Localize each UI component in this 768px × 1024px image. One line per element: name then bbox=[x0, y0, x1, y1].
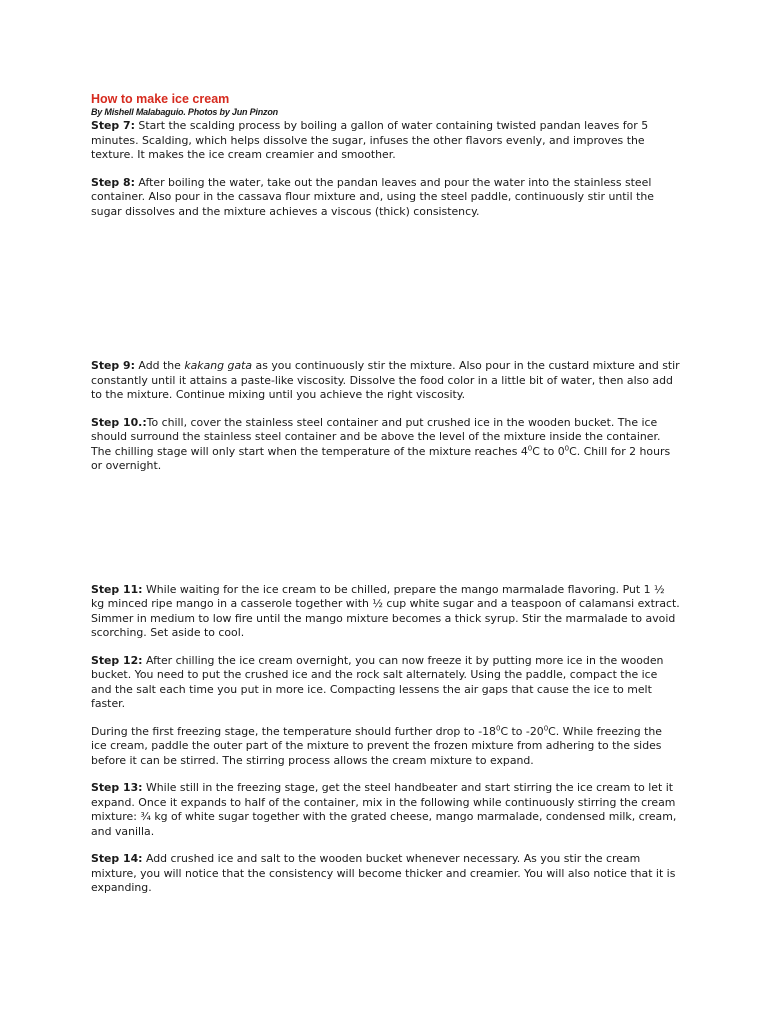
photo-gap bbox=[91, 474, 681, 583]
step-11-text: While waiting for the ice cream to be chilled, prepare the mango marmalade flavoring. Put 1 ½ kg minced ripe mango in a casserole together with ½ cup white sugar and a teaspoon of calamansi extract. Simmer in medium to low fire until the mango mixture becomes a thick syrup. Stir the marmalade to avoid scorching. Set aside to cool. bbox=[91, 582, 680, 639]
step-7-paragraph bbox=[91, 119, 681, 163]
step-12-paragraph bbox=[91, 654, 681, 712]
step-12-label: Step 12: bbox=[91, 653, 143, 667]
freezing-text-c: C. While freezing the ice cream, paddle the outer part of the mixture to prevent the frozen mixture from adhering to the sides before it can be stirred. The stirring process allows the cream mixture to expand. bbox=[91, 724, 662, 767]
step-8-paragraph bbox=[91, 176, 681, 220]
step-8-text: After boiling the water, take out the pandan leaves and pour the water into the stainless steel container. Also pour in the cassava flour mixture and, using the steel paddle, continuously stir until the sugar dissolves and the mixture achieves a viscous (thick) consistency. bbox=[91, 175, 654, 218]
step-10-text-b: C to 0 bbox=[532, 444, 565, 458]
page-title: How to make ice cream bbox=[91, 92, 230, 106]
step-10-label: Step 10.: bbox=[91, 415, 147, 429]
freezing-text-a: During the first freezing stage, the temperature should further drop to -18 bbox=[91, 724, 496, 738]
step-14-text: Add crushed ice and salt to the wooden bucket whenever necessary. As you stir the cream mixture, you will notice that the consistency will become thicker and creamier. You will also notice that it is expanding. bbox=[91, 852, 676, 894]
degree-superscript: 0 bbox=[527, 443, 533, 452]
step-9-text-b: as you continuously stir the mixture. Also pour in the custard mixture and stir constantly until it attains a paste-like viscosity. Dissolve the food color in a little bit of water, then also add to the mixture. Continue mixing until you achieve the right viscosity. bbox=[91, 359, 680, 401]
step-14-label: Step 14: bbox=[91, 852, 143, 865]
step-9-italic: kakang gata bbox=[184, 359, 253, 372]
step-13-paragraph bbox=[91, 781, 681, 839]
degree-superscript: 0 bbox=[495, 723, 501, 732]
photo-gap bbox=[91, 219, 681, 359]
step-13-label: Step 13: bbox=[91, 781, 143, 794]
freezing-paragraph bbox=[91, 725, 681, 769]
step-9-text-a: Add the bbox=[134, 359, 185, 372]
step-10-text-a: To chill, cover the stainless steel container and put crushed ice in the wooden bucket. The ice should surround the stainless steel container and be above the level of the mixture inside the container. The chilling stage will only start when the temperature of the mixture reaches 4 bbox=[91, 415, 661, 458]
step-11-label: Step 11: bbox=[91, 582, 143, 596]
step-10-paragraph bbox=[91, 416, 681, 474]
step-8-label: Step 8: bbox=[91, 175, 135, 189]
document-page bbox=[91, 92, 681, 896]
step-9-paragraph bbox=[91, 359, 681, 403]
step-7-label: Step 7: bbox=[91, 119, 135, 132]
degree-superscript: 0 bbox=[564, 443, 570, 452]
step-7-text: Start the scalding process by boiling a gallon of water containing twisted pandan leaves for 5 minutes. Scalding, which helps dissolve the sugar, infuses the other flavors evenly, and improves the texture. It makes the ice cream creamier and smoother. bbox=[91, 119, 649, 161]
degree-superscript: 0 bbox=[543, 723, 549, 732]
step-14-paragraph bbox=[91, 852, 681, 896]
byline: By Mishell Malabaguio. Photos by Jun Pinzon bbox=[91, 107, 278, 117]
step-13-text: While still in the freezing stage, get the steel handbeater and start stirring the ice cream to let it expand. Once it expands to half of the container, mix in the following while continuously stirring the cream mixture: ¾ kg of white sugar together with the grated cheese, mango marmalade, condensed milk, cream, and vanilla. bbox=[91, 781, 677, 838]
step-12-text: After chilling the ice cream overnight, you can now freeze it by putting more ice in the wooden bucket. You need to put the crushed ice and the rock salt alternately. Using the paddle, compact the ice and the salt each time you put in more ice. Compacting lessens the air gaps that cause the ice to melt faster. bbox=[91, 653, 664, 710]
freezing-text-b: C to -20 bbox=[500, 724, 544, 738]
step-10-text-c: C. Chill for 2 hours or overnight. bbox=[91, 444, 671, 472]
step-9-label: Step 9: bbox=[91, 359, 135, 372]
step-11-paragraph bbox=[91, 583, 681, 641]
